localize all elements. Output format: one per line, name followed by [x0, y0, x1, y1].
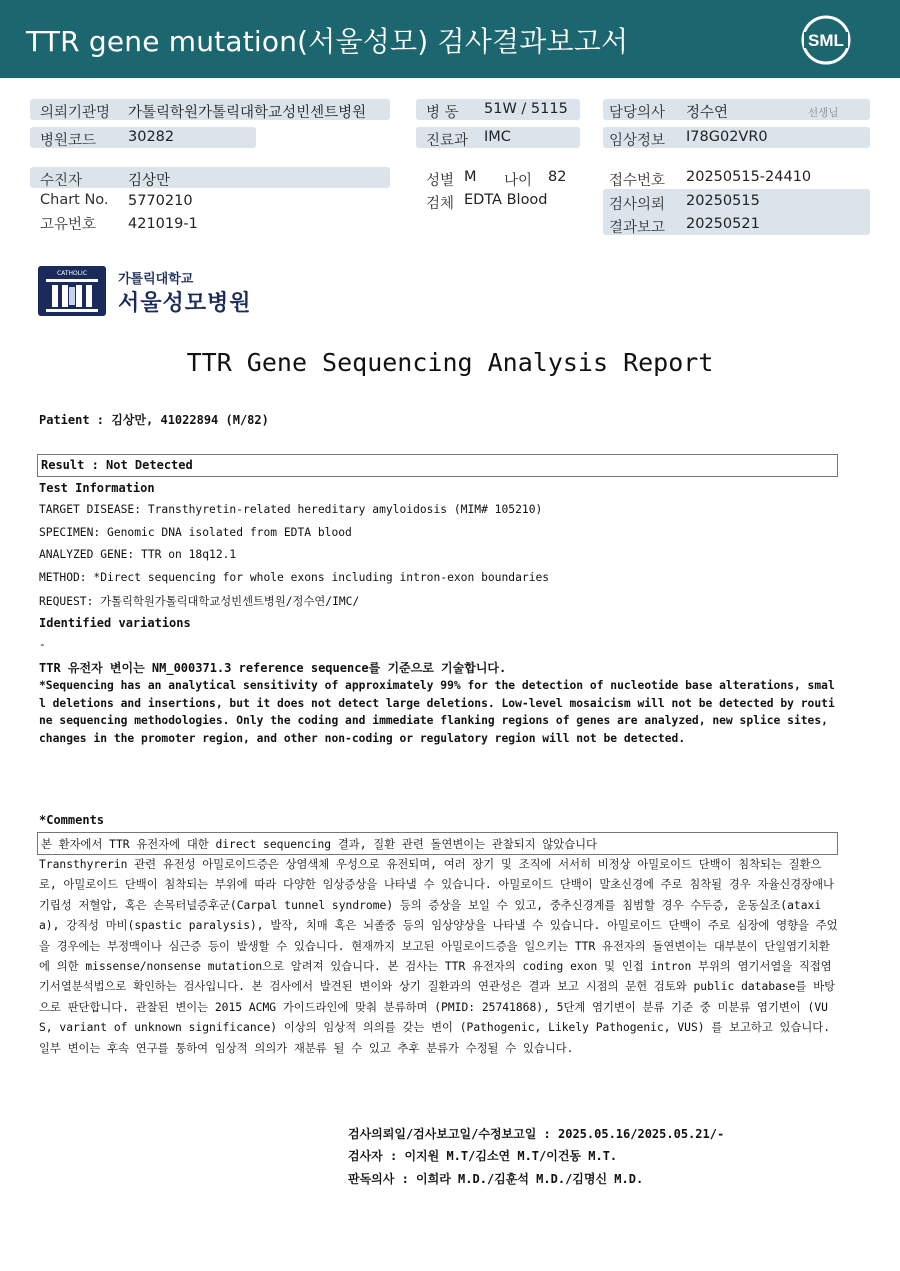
hospital-emblem-icon: [38, 266, 106, 316]
hospital-code-label: 병원코드: [40, 133, 97, 149]
emblem-text: CATHOLIC: [56, 270, 88, 277]
institution-value: 가톨릭학원가톨릭대학교성빈센트병원: [128, 105, 367, 121]
band-patient: [30, 167, 390, 188]
doctor-suffix: 선생님: [808, 107, 839, 119]
department-label: 진료과: [426, 133, 469, 149]
unique-label: 고유번호: [40, 217, 97, 233]
ward-label: 병 동: [426, 105, 459, 121]
test-info-heading: Test Information: [39, 481, 155, 495]
sex-value: M: [464, 169, 477, 185]
patient-label: 수진자: [40, 173, 83, 189]
comments-heading: *Comments: [39, 813, 105, 827]
result-line: Result : Not Detected: [41, 458, 193, 472]
report-title: TTR Gene Sequencing Analysis Report: [186, 348, 714, 377]
method-line: METHOD: *Direct sequencing for whole exons including intron-exon boundaries: [39, 571, 550, 584]
doctor-value: 정수연: [686, 105, 729, 121]
age-label: 나이: [504, 173, 533, 189]
result-date-value: 20250521: [686, 216, 760, 232]
doctor-label: 담당의사: [609, 105, 666, 121]
analyzed-gene: ANALYZED GENE: TTR on 18q12.1: [39, 548, 237, 561]
age-value: 82: [548, 169, 567, 185]
unique-value: 421019-1: [128, 216, 198, 232]
reader-line: 판독의사 : 이희라 M.D./김훈석 M.D./김명신 M.D.: [348, 1172, 644, 1186]
request-date-label: 검사의뢰: [609, 197, 666, 213]
request-date-value: 20250515: [686, 193, 760, 209]
department-value: IMC: [484, 129, 511, 145]
specimen-line: SPECIMEN: Genomic DNA isolated from EDTA blood: [39, 526, 352, 539]
clinical-value: I78G02VR0: [686, 129, 768, 145]
specimen-value: EDTA Blood: [464, 192, 548, 208]
request-line: REQUEST: 가톨릭학원가톨릭대학교성빈센트병원/정수연/IMC/: [39, 595, 360, 608]
specimen-label: 검체: [426, 196, 455, 212]
receipt-label: 접수번호: [609, 173, 666, 189]
sex-label: 성별: [426, 173, 455, 189]
page-title: TTR gene mutation(서울성모) 검사결과보고서: [26, 25, 629, 58]
ward-value: 51W / 5115: [484, 101, 568, 117]
comment-box-text: 본 환자에서 TTR 유전자에 대한 direct sequencing 결과, 질환 관련 돌연변이는 관찰되지 않았습니다: [41, 838, 597, 851]
chart-value: 5770210: [128, 193, 193, 209]
result-date-label: 결과보고: [609, 220, 666, 236]
institution-label: 의뢰기관명: [40, 105, 111, 121]
comment-text: Transthyrerin 관련 유전성 아밀로이드증은 상염색체 우성으로 유전되며, 여러 장기 및 조직에 서서히 비정상 아밀로이드 단백이 침착되는 질환으로, 아밀로이드 단백이 침착되는 부위에 따라 다양한 임상증상을 나타낼 수 있습니다. 아밀로이드 단백이 말초신경에 주로 침착될 경우 자율신경장애나 기립성 저혈압, 혹은 손목터널증후군(Carpal tunnel syndrome) 등의 증상을 보일 수 있고, 중추신경계를 침범할 경우 수두증, 운동실조(ataxia), 강직성 마비(spastic paralysis), 발작, 치매 혹은 뇌졸중 등의 임상양상을 나타낼 수 있습니다. 아밀로이드 단백이 주로 심장에 영향을 주었을 경우에는 부정맥이나 심근증 등이 발생할 수 있습니다. 현재까지 보고된 아밀로이드증을 일으키는 TTR 유전자의 돌연변이는 대부분이 단일염기치환에 의한 missense/nonsense mutation으로 알려져 있습니다. 본 검사는 TTR 유전자의 coding exon 및 인접 intron 부위의 염기서열을 직접염기서열분석법으로 확인하는 검사입니다. 본 검사에서 발견된 변이와 상기 질환과의 연관성은 결과 보고 시점의 문헌 검토와 public database를 바탕으로 판단합니다. 관찰된 변이는 2015 ACMG 가이드라인에 맞춰 분류하며 (PMID: 25741868), 5단계 염기변이 분류 기준 중 미분류 염기변이 (VUS, variant of unknown significance) 이상의 임상적 의의를 갖는 변이 (Pathogenic, Likely Pathogenic, VUS) 를 보고하고 있습니다. 일부 변이는 후속 연구를 통하여 임상적 의의가 재분류 될 수 있고 추후 분류가 수정될 수 있습니다.: [39, 858, 838, 1055]
chart-label: Chart No.: [40, 192, 109, 208]
tester-line: 검사자 : 이지원 M.T/김소연 M.T/이건동 M.T.: [348, 1149, 618, 1163]
patient-value: 김상만: [128, 173, 171, 189]
hospital-code-value: 30282: [128, 129, 175, 145]
sensitivity-text: *Sequencing has an analytical sensitivity of approximately 99% for the detection of nucleotide base alterations, small deletions and insertions, but it does not detect large deletions. Low-level mosaicism will not be detected by routine sequencing methodologies. Only the coding and immediate flanking regions of genes are analyzed, new splice sites, changes in the promoter region, and other non-coding or regulatory region will not be detected.: [39, 679, 835, 745]
identified-heading: Identified variations: [39, 616, 191, 630]
identified-dash: -: [39, 638, 46, 651]
clinical-label: 임상정보: [609, 133, 666, 149]
patient-line: Patient : 김상만, 41022894 (M/82): [39, 413, 269, 427]
logo-text: SML: [808, 31, 844, 50]
hospital-name-large: 서울성모병원: [118, 291, 252, 316]
report-header: [0, 0, 900, 78]
sml-logo: [800, 14, 852, 66]
reference-line: TTR 유전자 변이는 NM_000371.3 reference sequence를 기준으로 기술합니다.: [39, 661, 507, 675]
dates-line: 검사의뢰일/검사보고일/수정보고일 : 2025.05.16/2025.05.21/-: [348, 1127, 725, 1141]
target-disease: TARGET DISEASE: Transthyretin-related hereditary amyloidosis (MIM# 105210): [39, 503, 543, 516]
receipt-value: 20250515-24410: [686, 169, 812, 185]
hospital-name-small: 가톨릭대학교: [118, 272, 194, 287]
